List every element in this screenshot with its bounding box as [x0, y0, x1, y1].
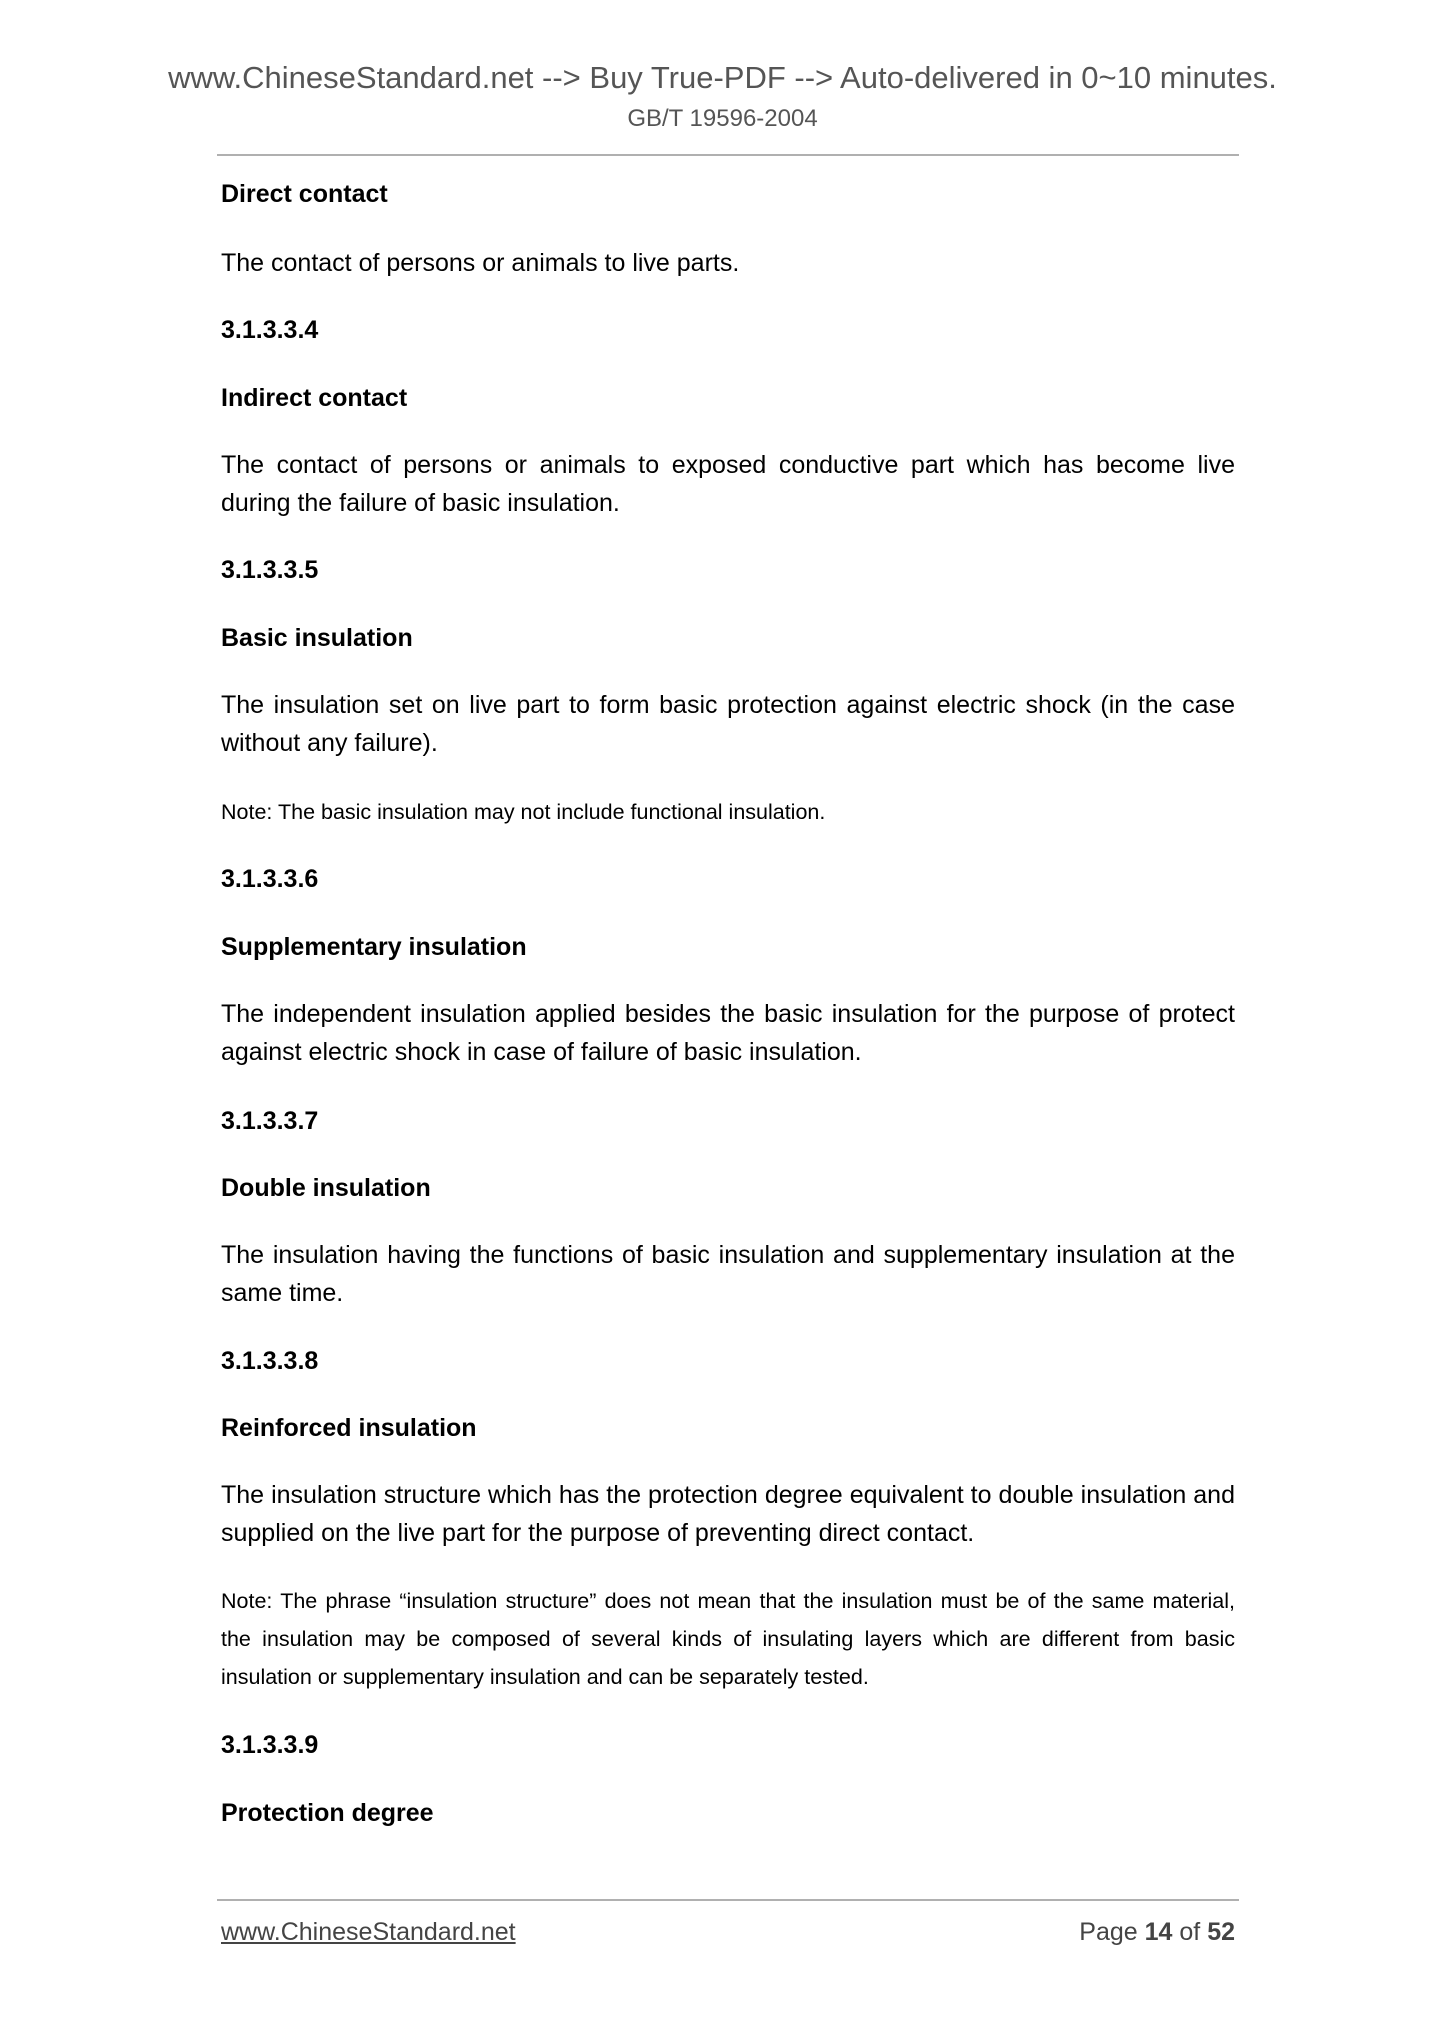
footer-website-link[interactable]: www.ChineseStandard.net [221, 1918, 516, 1946]
page-indicator [1079, 1918, 1235, 1947]
definition-paragraph: The independent insulation applied besides the basic insulation for the purpose of protect against electric shock in case of failure of basic insulation. [221, 1000, 1235, 1066]
header-banner: www.ChineseStandard.net --> Buy True-PDF --> Auto-delivered in 0~10 minutes. [168, 60, 1277, 95]
term-heading: Indirect contact [221, 384, 408, 412]
clause-number: 3.1.3.3.5 [221, 556, 319, 584]
definition-paragraph: The insulation structure which has the protection degree equivalent to double insulation and supplied on the live part for the purpose of preventing direct contact. [221, 1481, 1235, 1547]
page-current: 14 [1144, 1918, 1173, 1946]
term-heading: Supplementary insulation [221, 933, 527, 961]
term-heading: Direct contact [221, 180, 388, 208]
term-heading: Reinforced insulation [221, 1414, 477, 1442]
standard-number: GB/T 19596-2004 [627, 105, 818, 132]
clause-number: 3.1.3.3.9 [221, 1731, 319, 1759]
clause-number: 3.1.3.3.7 [221, 1107, 319, 1135]
definition-paragraph: The insulation set on live part to form basic protection against electric shock (in the case without any failure). [221, 691, 1235, 757]
note: Note: The basic insulation may not include functional insulation. [221, 800, 826, 824]
clause-number: 3.1.3.3.8 [221, 1347, 319, 1375]
term-heading: Double insulation [221, 1174, 431, 1202]
term-heading: Basic insulation [221, 624, 413, 652]
note: Note: The phrase “insulation structure” does not mean that the insulation must be of the same material, the insulation may be composed of several kinds of insulating layers which are different from basic insulation or supplementary insulation and can be separately tested. [221, 1589, 1235, 1689]
header-divider [217, 154, 1239, 156]
footer-divider [217, 1899, 1239, 1901]
definition-paragraph: The contact of persons or animals to live parts. [221, 249, 740, 277]
definition-paragraph: The contact of persons or animals to exposed conductive part which has become live during the failure of basic insulation. [221, 451, 1235, 517]
definition-paragraph: The insulation having the functions of basic insulation and supplementary insulation at the same time. [221, 1241, 1235, 1307]
page-prefix: Page [1079, 1918, 1138, 1946]
page-total: 52 [1207, 1918, 1235, 1946]
clause-number: 3.1.3.3.6 [221, 865, 319, 893]
term-heading: Protection degree [221, 1799, 434, 1827]
clause-number: 3.1.3.3.4 [221, 316, 319, 344]
page-of: of [1179, 1918, 1201, 1946]
